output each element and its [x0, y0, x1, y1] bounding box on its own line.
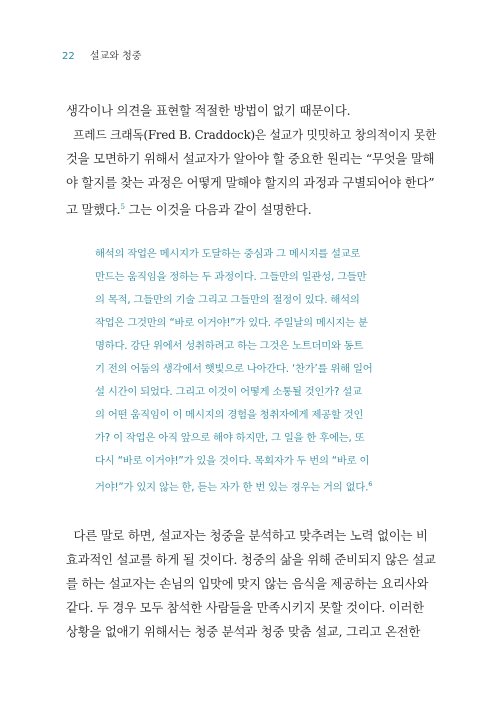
- footnote-marker: 6: [368, 480, 373, 488]
- text-segment: 거야!”가 있지 않는 한, 듣는 자가 한 번 있는 경우는 거의 없다.: [95, 481, 369, 494]
- running-header: [62, 47, 141, 62]
- quote-line: 작업은 그것만의 “바로 이거야!”가 있다. 주일날의 메시지는 분: [95, 317, 368, 329]
- quote-line: 설 시간이 되었다. 그리고 이것이 어떻게 소통될 것인가? 설교: [95, 386, 362, 398]
- quote-line: 해석의 작업은 메시지가 도달하는 중심과 그 메시지를 설교로: [95, 248, 361, 260]
- text-line: 생각이나 의견을 표현할 적절한 방법이 없기 때문이다.: [66, 104, 351, 118]
- text-line: 를 하는 설교자는 손님의 입맛에 맞지 않는 음식을 제공하는 요리사와: [66, 577, 429, 591]
- quote-line: [95, 478, 435, 493]
- text-line: 상황을 없애기 위해서는 청중 분석과 청중 맞춤 설교, 그리고 온전한: [66, 625, 421, 639]
- text-line: 효과적인 설교를 하게 될 것이다. 청중의 삶을 위해 준비되지 않은 설교: [66, 553, 436, 567]
- text-line: 프레드 크래독(Fred B. Craddock)은 설교가 밋밋하고 창의적이지 못한: [66, 128, 437, 142]
- page-number: 22: [62, 51, 75, 62]
- text-line: 다른 말로 하면, 설교자는 청중을 분석하고 맞추려는 노력 없이는 비: [66, 529, 428, 543]
- text-line: 야 할지를 찾는 과정은 어떻게 말해야 할지의 과정과 구별되어야 한다”: [66, 176, 435, 190]
- footnote-marker: 5: [120, 203, 125, 211]
- text-line: 같다. 두 경우 모두 참석한 사람들을 만족시키지 못할 것이다. 이러한: [66, 601, 425, 615]
- text-segment: 고 말했다.: [66, 203, 121, 218]
- quote-line: 의 어떤 움직임이 이 메시지의 경험을 청취자에게 제공할 것인: [95, 409, 364, 421]
- quote-line: 만드는 움직임을 정하는 두 과정이다. 그들만의 일관성, 그들만: [95, 271, 367, 283]
- quote-line: 가? 이 작업은 아직 앞으로 해야 하지만, 그 일을 한 후에는, 또: [95, 432, 365, 444]
- quote-line: 다시 “바로 이거야!”가 있을 것이다. 목회자가 두 번의 “바로 이: [95, 455, 370, 467]
- text-segment: 그는 이것을 다음과 같이 설명한다.: [124, 203, 312, 218]
- text-line: 것을 모면하기 위해서 설교자가 알아야 할 중요한 원리는 “무엇을 말해: [66, 152, 435, 166]
- quote-line: 기 전의 어둠의 생각에서 햇빛으로 나아간다. ‘찬가’를 위해 일어: [95, 363, 373, 375]
- text-line: [66, 200, 436, 217]
- quote-line: 의 목적, 그들만의 기술 그리고 그들만의 절정이 있다. 해석의: [95, 294, 360, 306]
- chapter-title: 설교와 청중: [89, 51, 142, 62]
- quote-line: 명하다. 강단 위에서 성취하려고 하는 그것은 노트더미와 동트: [95, 340, 364, 352]
